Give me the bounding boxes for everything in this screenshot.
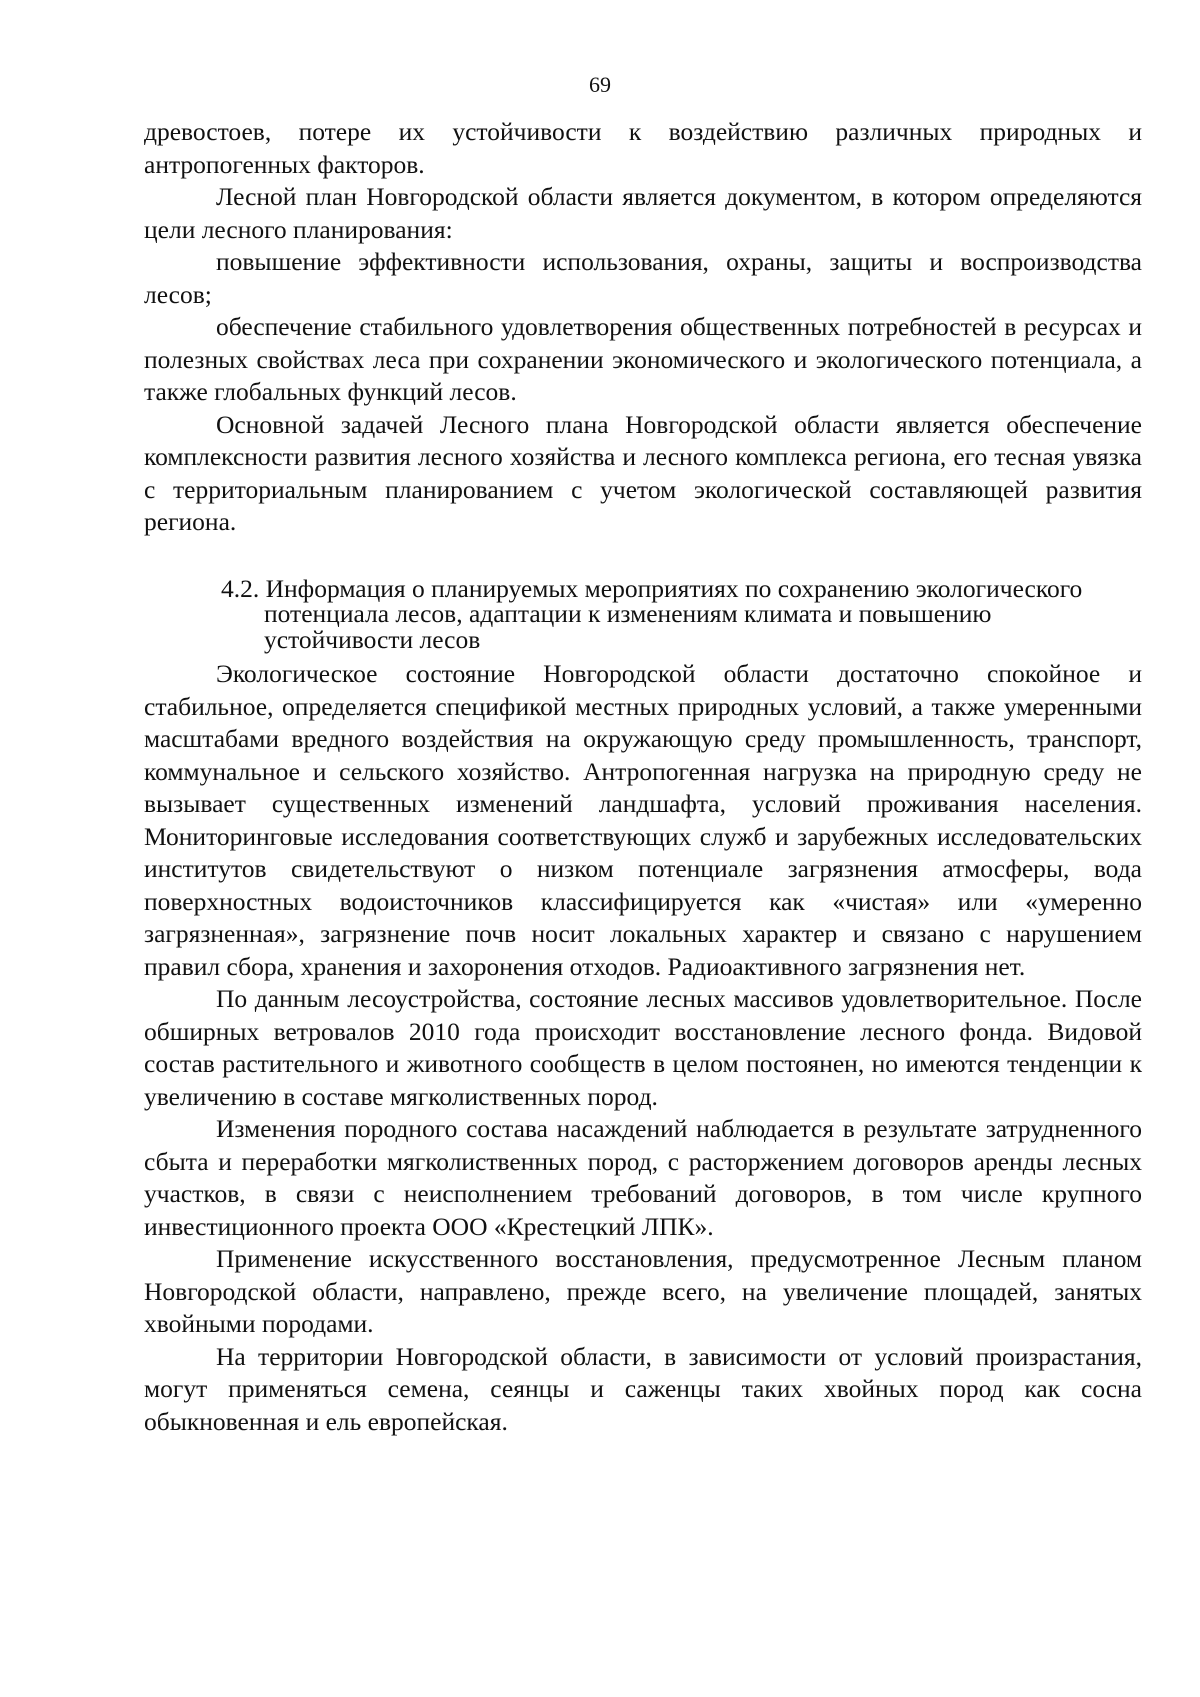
paragraph-forest-inventory: По данным лесоустройства, состояние лесных массивов удовлетворительное. После обширных ветровалов 2010 года происходит восстановление лесного фонда. Видовой состав растительного и животного сообществ в целом постоянен, но имеются тенденции к увеличению в составе мягколиственных пород. bbox=[144, 984, 1142, 1111]
section-heading: 4.2. Информация о планируемых мероприятиях по сохранению экологического потенциала лесов, адаптации к изменениям климата и повышению устойчивости лесов bbox=[221, 573, 1083, 654]
paragraph-main-task: Основной задачей Лесного плана Новгородской области является обеспечение комплексности развития лесного хозяйства и лесного комплекса региона, его тесная увязка с территориальным планированием с учетом экологической составляющей развития региона. bbox=[144, 409, 1142, 536]
paragraph-artificial-restoration: Применение искусственного восстановления, предусмотренное Лесным планом Новгородской области, направлено, прежде всего, на увеличение площадей, занятых хвойными породами. bbox=[144, 1244, 1142, 1338]
paragraph-continuation: древостоев, потере их устойчивости к воздействию различных природных и антропогенных факторов. bbox=[144, 117, 1142, 179]
paragraph-conifer-species: На территории Новгородской области, в зависимости от условий произрастания, могут применяться семена, сеянцы и саженцы таких хвойных пород как сосна обыкновенная и ель европейская. bbox=[144, 1341, 1142, 1436]
paragraph-goal-efficiency: повышение эффективности использования, охраны, защиты и воспроизводства лесов; bbox=[144, 247, 1142, 309]
page-number: 69 bbox=[589, 72, 611, 97]
paragraph-species-change: Изменения породного состава насаждений наблюдается в результате затрудненного сбыта и переработки мягколиственных пород, с расторжением договоров аренды лесных участков, в связи с неисполнением требований договоров, в том числе крупного инвестиционного проекта ООО «Крестецкий ЛПК». bbox=[144, 1114, 1142, 1241]
paragraph-ecological-state: Экологическое состояние Новгородской области достаточно спокойное и стабильное, определяется спецификой местных природных условий, а также умеренными масштабами вредного воздействия на окружающую среду промышленность, транспорт, коммунальное и сельского хозяйство. Антропогенная нагрузка на природную среду не вызывает существенных изменений ландшафта, условий проживания населения. Мониторинговые исследования соответствующих служб и зарубежных исследовательских институтов свидетельствуют о низком потенциале загрязнения атмосферы, вода поверхностных водоисточников классифицируется как «чистая» или «умеренно загрязненная», загрязнение почв носит локальных характер и связано с нарушением правил сбора, хранения и захоронения отходов. Радиоактивного загрязнения нет. bbox=[144, 659, 1142, 981]
paragraph-goal-stability: обеспечение стабильного удовлетворения общественных потребностей в ресурсах и полезных свойствах леса при сохранении экономического и экологического потенциала, а также глобальных функций лесов. bbox=[144, 312, 1142, 406]
document-body bbox=[144, 116, 1142, 1438]
paragraph-forest-plan: Лесной план Новгородской области является документом, в котором определяются цели лесного планирования: bbox=[144, 182, 1142, 244]
